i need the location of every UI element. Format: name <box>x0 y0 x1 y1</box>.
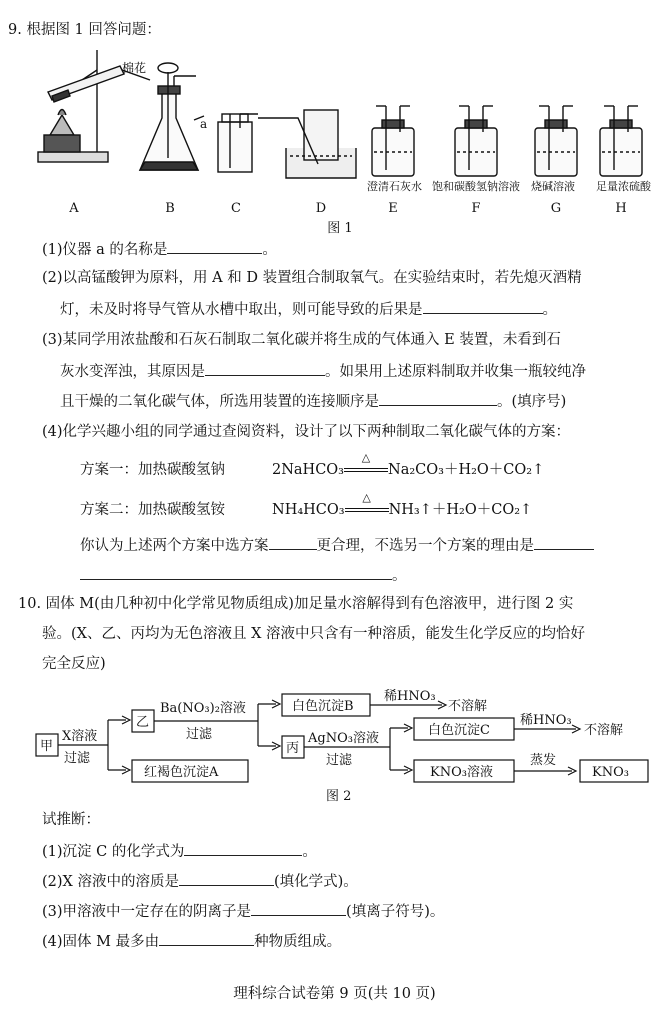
cotton-label: 棉花 <box>122 61 147 75</box>
heat-condition <box>345 491 389 512</box>
label-evaporate: 蒸发 <box>530 753 557 768</box>
figure-1-apparatus <box>0 40 669 235</box>
label-bing: 丙 <box>286 741 300 756</box>
apparatus-d <box>258 110 356 178</box>
bottle-label-g: 烧碱溶液 <box>531 180 575 193</box>
wash-bottles <box>372 106 642 176</box>
letter-c: C <box>231 201 241 216</box>
q9-sub3-text-a: 灰水变浑浊，其原因是 <box>60 364 205 380</box>
q9-sub4-line1: (4)化学兴趣小组的同学通过查阅资料，设计了以下两种制取二氧化碳气体的方案： <box>42 424 571 440</box>
label-x-solution: X溶液 <box>62 729 98 744</box>
q10-sub1 <box>42 840 317 862</box>
apparatus-c <box>218 114 258 172</box>
bottle-label-e: 澄清石灰水 <box>367 180 422 193</box>
box-white-precipitate-c: 白色沉淀C <box>428 723 490 738</box>
instrument-a-label: a <box>200 117 208 131</box>
letter-h: H <box>615 201 627 216</box>
letter-e: E <box>388 201 398 216</box>
page-footer: 理科综合试卷第 9 页(共 10 页) <box>233 986 436 1002</box>
answer-blank[interactable] <box>205 360 325 376</box>
answer-blank[interactable] <box>534 534 594 550</box>
q10-line2: 验。(X、乙、丙均为无色溶液且 X 溶液中只含有一种溶质，能发生化学反应的均恰好 <box>42 626 586 642</box>
apparatus-b <box>140 63 204 170</box>
q9-sub4-line4 <box>80 534 594 556</box>
q10-sub2 <box>42 870 358 892</box>
heat-symbol: △ <box>361 451 371 464</box>
q9-sub2-line2 <box>60 298 557 320</box>
q9-sub3-text-b: 。如果用上述原料制取并收集一瓶较纯净 <box>325 364 586 380</box>
plan-two-equation <box>272 491 533 520</box>
heat-symbol: △ <box>362 491 371 504</box>
q9-sub3-line1: (3)某同学用浓盐酸和石灰石制取二氧化碳并将生成的气体通入 E 装置，未看到石 <box>42 332 561 348</box>
label-jia: 甲 <box>40 739 54 754</box>
q9-sub4-text-a: 你认为上述两个方案中选方案 <box>80 538 269 554</box>
q10-line1: 10. 固体 M(由几种初中化学常见物质组成)加足量水溶解得到有色溶液甲，进行图 2 实 <box>18 596 574 612</box>
box-white-precipitate-b: 白色沉淀B <box>292 699 354 714</box>
q10-sub2-text-b: (填化学式)。 <box>273 874 358 890</box>
q10-sub4-text-b: 种物质组成。 <box>254 934 342 950</box>
q10-sub4 <box>42 930 341 952</box>
label-filter-1: 过滤 <box>64 751 91 766</box>
plan-one-products: Na₂CO₃＋H₂O＋CO₂↑ <box>388 462 545 478</box>
letter-b: B <box>165 201 175 216</box>
box-red-brown-precipitate-a: 红褐色沉淀A <box>144 765 219 780</box>
letter-g: G <box>550 201 562 216</box>
bottle-label-h: 足量浓硫酸 <box>596 180 651 193</box>
q9-sub3-line3 <box>60 390 566 412</box>
bottle-label-f: 饱和碳酸氢钠溶液 <box>432 180 520 193</box>
q9-sub1 <box>42 238 277 260</box>
heat-condition <box>344 451 388 472</box>
plan-two-label: 方案二：加热碳酸氢铵 <box>80 502 225 518</box>
answer-blank[interactable] <box>269 534 317 550</box>
answer-blank[interactable] <box>159 930 254 946</box>
q9-sub4-line5 <box>80 564 407 586</box>
q9-stem: 9. 根据图 1 回答问题： <box>8 22 161 38</box>
plan-one-reactant: 2NaHCO₃ <box>272 462 344 478</box>
label-filter-2: 过滤 <box>186 727 213 742</box>
q10-sub4-text-a: (4)固体 M 最多由 <box>42 934 160 950</box>
letter-d: D <box>315 201 327 216</box>
q9-sub3-text-c: 且干燥的二氧化碳气体，所选用装置的连接顺序是 <box>60 394 379 410</box>
q9-sub2-line1: (2)以高锰酸钾为原料，用 A 和 D 装置组合制取氧气。在实验结束时，若先熄灭酒精 <box>42 270 582 286</box>
answer-blank[interactable] <box>251 900 346 916</box>
answer-blank[interactable] <box>379 390 497 406</box>
q10-sub1-text: (1)沉淀 C 的化学式为 <box>42 844 185 860</box>
q10-sub3-text-b: (填离子符号)。 <box>346 904 445 920</box>
figure-2-flowchart <box>0 684 669 806</box>
label-filter-3: 过滤 <box>326 753 353 768</box>
q9-sub1-text: (1)仪器 a 的名称是 <box>42 242 168 258</box>
q10-infer: 试推断： <box>42 812 100 828</box>
q9-sub1-end: 。 <box>262 242 277 258</box>
label-dilute-hno3-2: 稀HNO₃ <box>520 713 572 728</box>
q10-sub1-end: 。 <box>302 844 317 860</box>
plan-two-reactant: NH₄HCO₃ <box>272 502 345 518</box>
label-not-dissolve-1: 不溶解 <box>448 699 488 714</box>
label-yi: 乙 <box>136 715 150 730</box>
plan-two-products: NH₃↑＋H₂O＋CO₂↑ <box>388 502 533 518</box>
box-kno3-solution: KNO₃溶液 <box>430 765 493 780</box>
letter-f: F <box>471 201 481 216</box>
q9-sub4-text-b: 更合理，不选另一个方案的理由是 <box>316 538 534 554</box>
label-agno3-solution: AgNO₃溶液 <box>308 731 379 746</box>
answer-blank[interactable] <box>179 870 274 886</box>
letter-a: A <box>69 201 79 216</box>
q9-sub2-end: 。 <box>542 302 557 318</box>
answer-blank[interactable] <box>80 564 392 580</box>
q9-sub3-text-d: 。(填序号) <box>497 394 567 410</box>
answer-blank[interactable] <box>423 298 543 314</box>
plan-one-equation <box>272 451 545 480</box>
q9-sub2-text: 灯，未及时将导气管从水槽中取出，则可能导致的后果是 <box>60 302 423 318</box>
q10-sub3 <box>42 900 444 922</box>
label-dilute-hno3-1: 稀HNO₃ <box>384 689 436 704</box>
label-not-dissolve-2: 不溶解 <box>584 723 624 738</box>
answer-blank[interactable] <box>184 840 302 856</box>
answer-blank[interactable] <box>167 238 262 254</box>
label-bano3-solution: Ba(NO₃)₂溶液 <box>160 701 246 716</box>
q10-sub2-text-a: (2)X 溶液中的溶质是 <box>42 874 179 890</box>
q9-sub4-end: 。 <box>392 568 407 584</box>
q9-sub3-line2 <box>60 360 586 382</box>
plan-one-label: 方案一：加热碳酸氢钠 <box>80 462 225 478</box>
q10-sub3-text-a: (3)甲溶液中一定存在的阴离子是 <box>42 904 252 920</box>
figure-2-caption: 图 2 <box>326 789 352 804</box>
q10-line3: 完全反应) <box>42 656 106 672</box>
figure-1-caption: 图 1 <box>327 221 353 235</box>
box-kno3: KNO₃ <box>592 765 629 780</box>
